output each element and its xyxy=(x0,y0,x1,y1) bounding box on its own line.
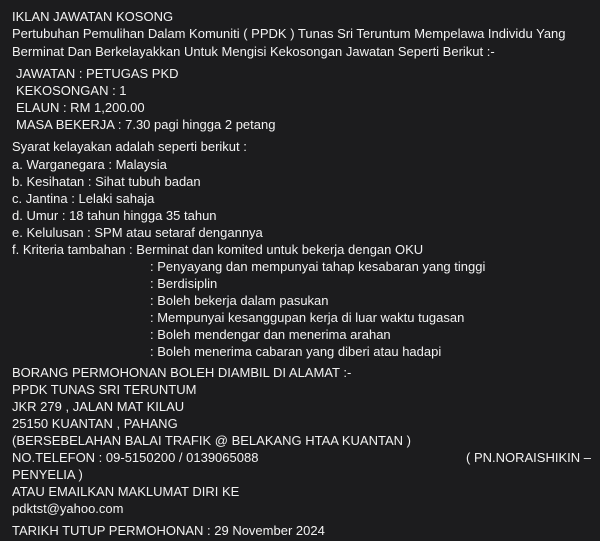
email-prompt: ATAU EMAILKAN MAKLUMAT DIRI KE xyxy=(12,484,240,499)
address-city: 25150 KUANTAN , PAHANG xyxy=(12,416,178,431)
closing-date: TARIKH TUTUP PERMOHONAN : 29 November 2024 xyxy=(12,523,325,538)
address-org: PPDK TUNAS SRI TERUNTUM xyxy=(12,382,197,397)
requirement-item: d. Umur : 18 tahun hingga 35 tahun xyxy=(12,208,217,223)
requirement-item: f. Kriteria tambahan : Berminat dan komited untuk bekerja dengan OKU xyxy=(12,242,424,257)
requirement-item: b. Kesihatan : Sihat tubuh badan xyxy=(12,174,201,189)
address-landmark: (BERSEBELAHAN BALAI TRAFIK @ BELAKANG HTAA KUANTAN ) xyxy=(12,433,411,448)
contact-person: ( PN.NORAISHIKIN – xyxy=(466,450,591,465)
criteria-item: : Boleh menerima cabaran yang diberi atau hadapi xyxy=(150,344,442,359)
criteria-item: : Boleh bekerja dalam pasukan xyxy=(150,293,329,308)
phone-number: NO.TELEFON : 09-5150200 / 0139065088 xyxy=(12,450,259,465)
contact-role: PENYELIA ) xyxy=(12,467,83,482)
job-hours: MASA BEKERJA : 7.30 pagi hingga 2 petang xyxy=(16,117,276,132)
job-position: JAWATAN : PETUGAS PKD xyxy=(16,66,179,81)
requirement-item: e. Kelulusan : SPM atau setaraf dengannya xyxy=(12,225,263,240)
requirement-item: a. Warganegara : Malaysia xyxy=(12,157,167,172)
job-vacancy: KEKOSONGAN : 1 xyxy=(16,83,127,98)
job-allowance: ELAUN : RM 1,200.00 xyxy=(16,100,145,115)
ad-heading: IKLAN JAWATAN KOSONG xyxy=(12,9,174,24)
requirement-item: c. Jantina : Lelaki sahaja xyxy=(12,191,155,206)
criteria-item: : Penyayang dan mempunyai tahap kesabaran yang tinggi xyxy=(150,259,486,274)
criteria-item: : Boleh mendengar dan menerima arahan xyxy=(150,327,391,342)
intro-text: Berminat Dan Berkelayakkan Untuk Mengisi Kekosongan Jawatan Seperti Berikut :- xyxy=(12,44,495,59)
criteria-item: : Mempunyai kesanggupan kerja di luar waktu tugasan xyxy=(150,310,465,325)
requirements-title: Syarat kelayakan adalah seperti berikut : xyxy=(12,139,247,154)
email-address: pdktst@yahoo.com xyxy=(12,501,124,516)
address-title: BORANG PERMOHONAN BOLEH DIAMBIL DI ALAMAT :- xyxy=(12,365,352,380)
criteria-item: : Berdisiplin xyxy=(150,276,218,291)
intro-text: Pertubuhan Pemulihan Dalam Komuniti ( PPDK ) Tunas Sri Teruntum Mempelawa Individu Yang xyxy=(12,26,566,41)
address-street: JKR 279 , JALAN MAT KILAU xyxy=(12,399,185,414)
